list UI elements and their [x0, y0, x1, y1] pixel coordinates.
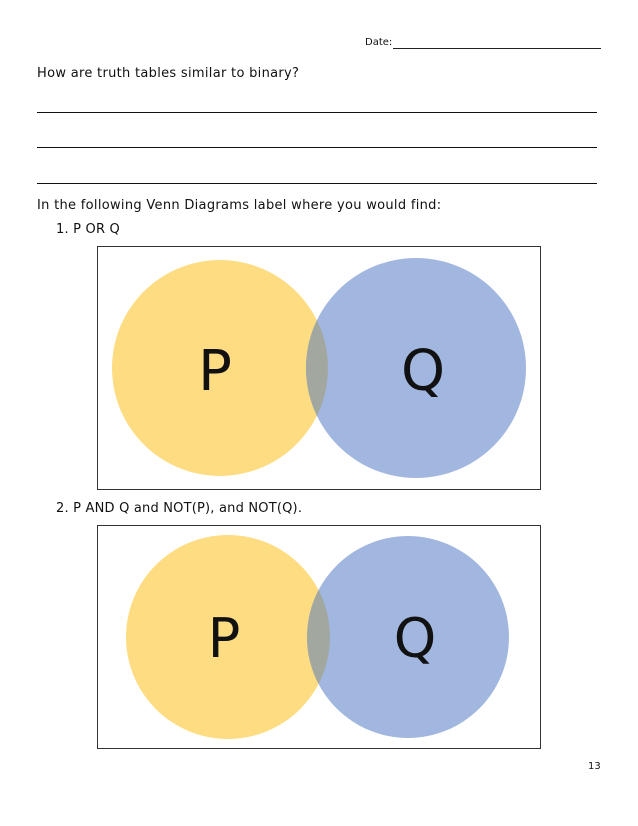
answer-line-3[interactable]: [37, 183, 597, 184]
page-number: 13: [588, 761, 601, 772]
item-2-label: 2. P AND Q and NOT(P), and NOT(Q).: [56, 501, 303, 516]
item-1-label: 1. P OR Q: [56, 222, 120, 237]
instruction-text: In the following Venn Diagrams label where you would find:: [37, 198, 442, 213]
venn-2-label-p: P: [207, 607, 241, 670]
date-blank-line[interactable]: [393, 48, 601, 49]
date-label: Date:: [365, 37, 393, 48]
venn-diagram-2: [97, 525, 541, 749]
venn-1-label-p: P: [198, 339, 232, 404]
answer-line-1[interactable]: [37, 112, 597, 113]
answer-line-2[interactable]: [37, 147, 597, 148]
question-text: How are truth tables similar to binary?: [37, 66, 300, 81]
venn-2-label-q: Q: [393, 607, 437, 670]
venn-1-label-q: Q: [400, 339, 446, 404]
venn-diagram-1: [97, 246, 541, 490]
